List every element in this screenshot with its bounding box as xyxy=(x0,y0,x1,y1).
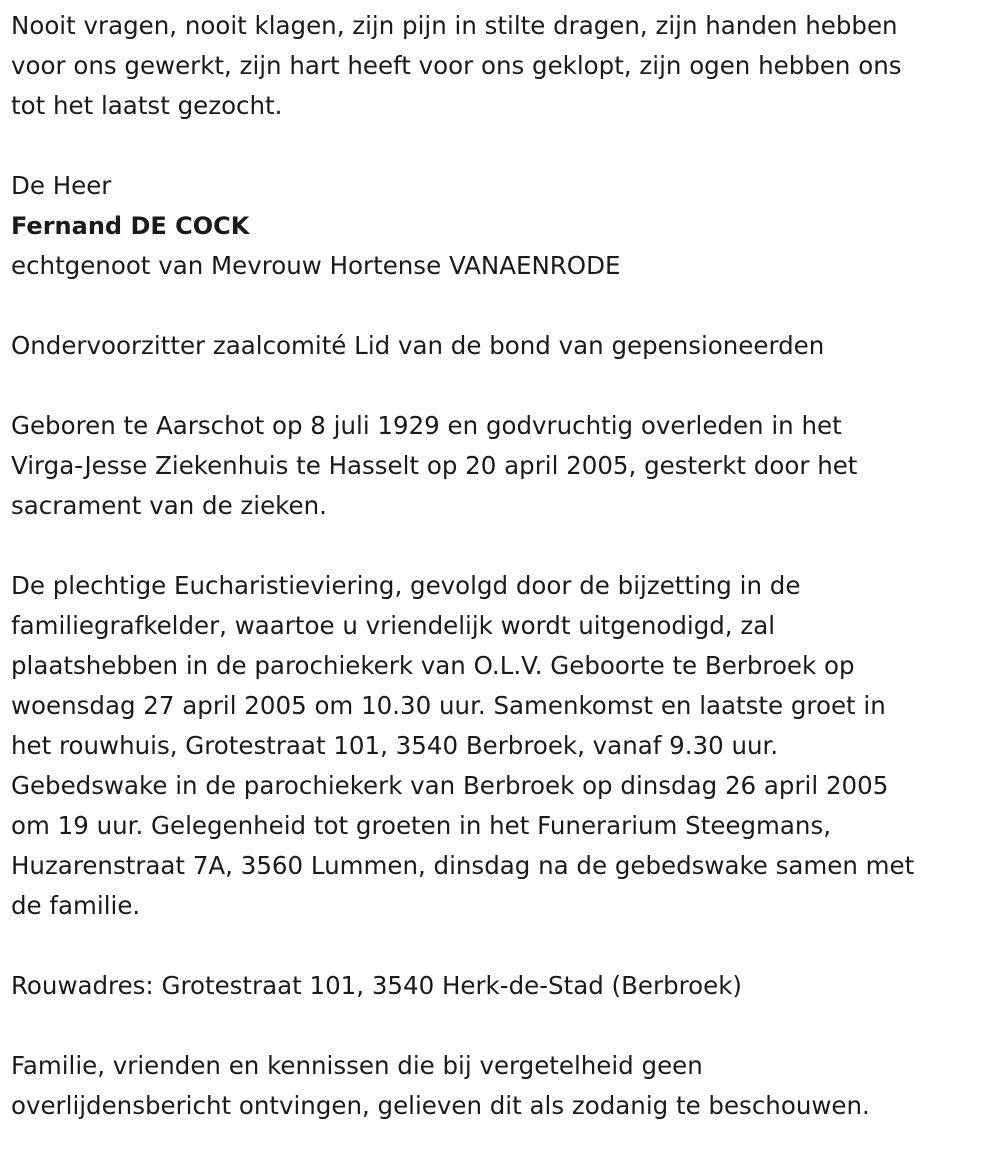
function-line: Ondervoorzitter zaalcomité Lid van de bond van gepensioneerden xyxy=(11,331,825,360)
ceremony-line: De plechtige Eucharistieviering, gevolgd door de bijzetting in de xyxy=(11,571,801,600)
closing-paragraph xyxy=(11,1046,986,1126)
ceremony-line: om 19 uur. Gelegenheid tot groeten in het Funerarium Steegmans, xyxy=(11,811,831,840)
ceremony-paragraph xyxy=(11,566,986,926)
spacer xyxy=(11,286,986,326)
spacer xyxy=(11,526,986,566)
ceremony-line: het rouwhuis, Grotestraat 101, 3540 Berbroek, vanaf 9.30 uur. xyxy=(11,731,779,760)
birth-death-paragraph xyxy=(11,406,986,526)
ceremony-line: Huzarenstraat 7A, 3560 Lummen, dinsdag na de gebedswake samen met xyxy=(11,851,915,880)
intro-line: voor ons gewerkt, zijn hart heeft voor ons geklopt, zijn ogen hebben ons xyxy=(11,51,902,80)
ceremony-line: Gebedswake in de parochiekerk van Berbroek op dinsdag 26 april 2005 xyxy=(11,771,889,800)
ceremony-line: familiegrafkelder, waartoe u vriendelijk wordt uitgenodigd, zal xyxy=(11,611,776,640)
closing-line: overlijdensbericht ontvingen, gelieven dit als zodanig te beschouwen. xyxy=(11,1091,870,1120)
ceremony-line: woensdag 27 april 2005 om 10.30 uur. Samenkomst en laatste groet in xyxy=(11,691,886,720)
birth-death-line: Virga-Jesse Ziekenhuis te Hasselt op 20 april 2005, gesterkt door het xyxy=(11,451,858,480)
intro-line: Nooit vragen, nooit klagen, zijn pijn in stilte dragen, zijn handen hebben xyxy=(11,11,898,40)
deceased-name: Fernand DE COCK xyxy=(11,212,250,240)
birth-death-line: Geboren te Aarschot op 8 juli 1929 en godvruchtig overleden in het xyxy=(11,411,842,440)
intro-paragraph xyxy=(11,6,986,126)
spacer xyxy=(11,126,986,166)
address-line: Rouwadres: Grotestraat 101, 3540 Herk-de-Stad (Berbroek) xyxy=(11,971,742,1000)
spacer xyxy=(11,1006,986,1046)
birth-death-line: sacrament van de zieken. xyxy=(11,491,327,520)
ceremony-line: plaatshebben in de parochiekerk van O.L.V. Geboorte te Berbroek op xyxy=(11,651,855,680)
intro-line: tot het laatst gezocht. xyxy=(11,91,283,120)
closing-line: Familie, vrienden en kennissen die bij vergetelheid geen xyxy=(11,1051,703,1080)
ceremony-line: de familie. xyxy=(11,891,141,920)
spacer xyxy=(11,366,986,406)
spouse-line: echtgenoot van Mevrouw Hortense VANAENRODE xyxy=(11,251,621,280)
salutation: De Heer xyxy=(11,171,112,200)
spacer xyxy=(11,926,986,966)
